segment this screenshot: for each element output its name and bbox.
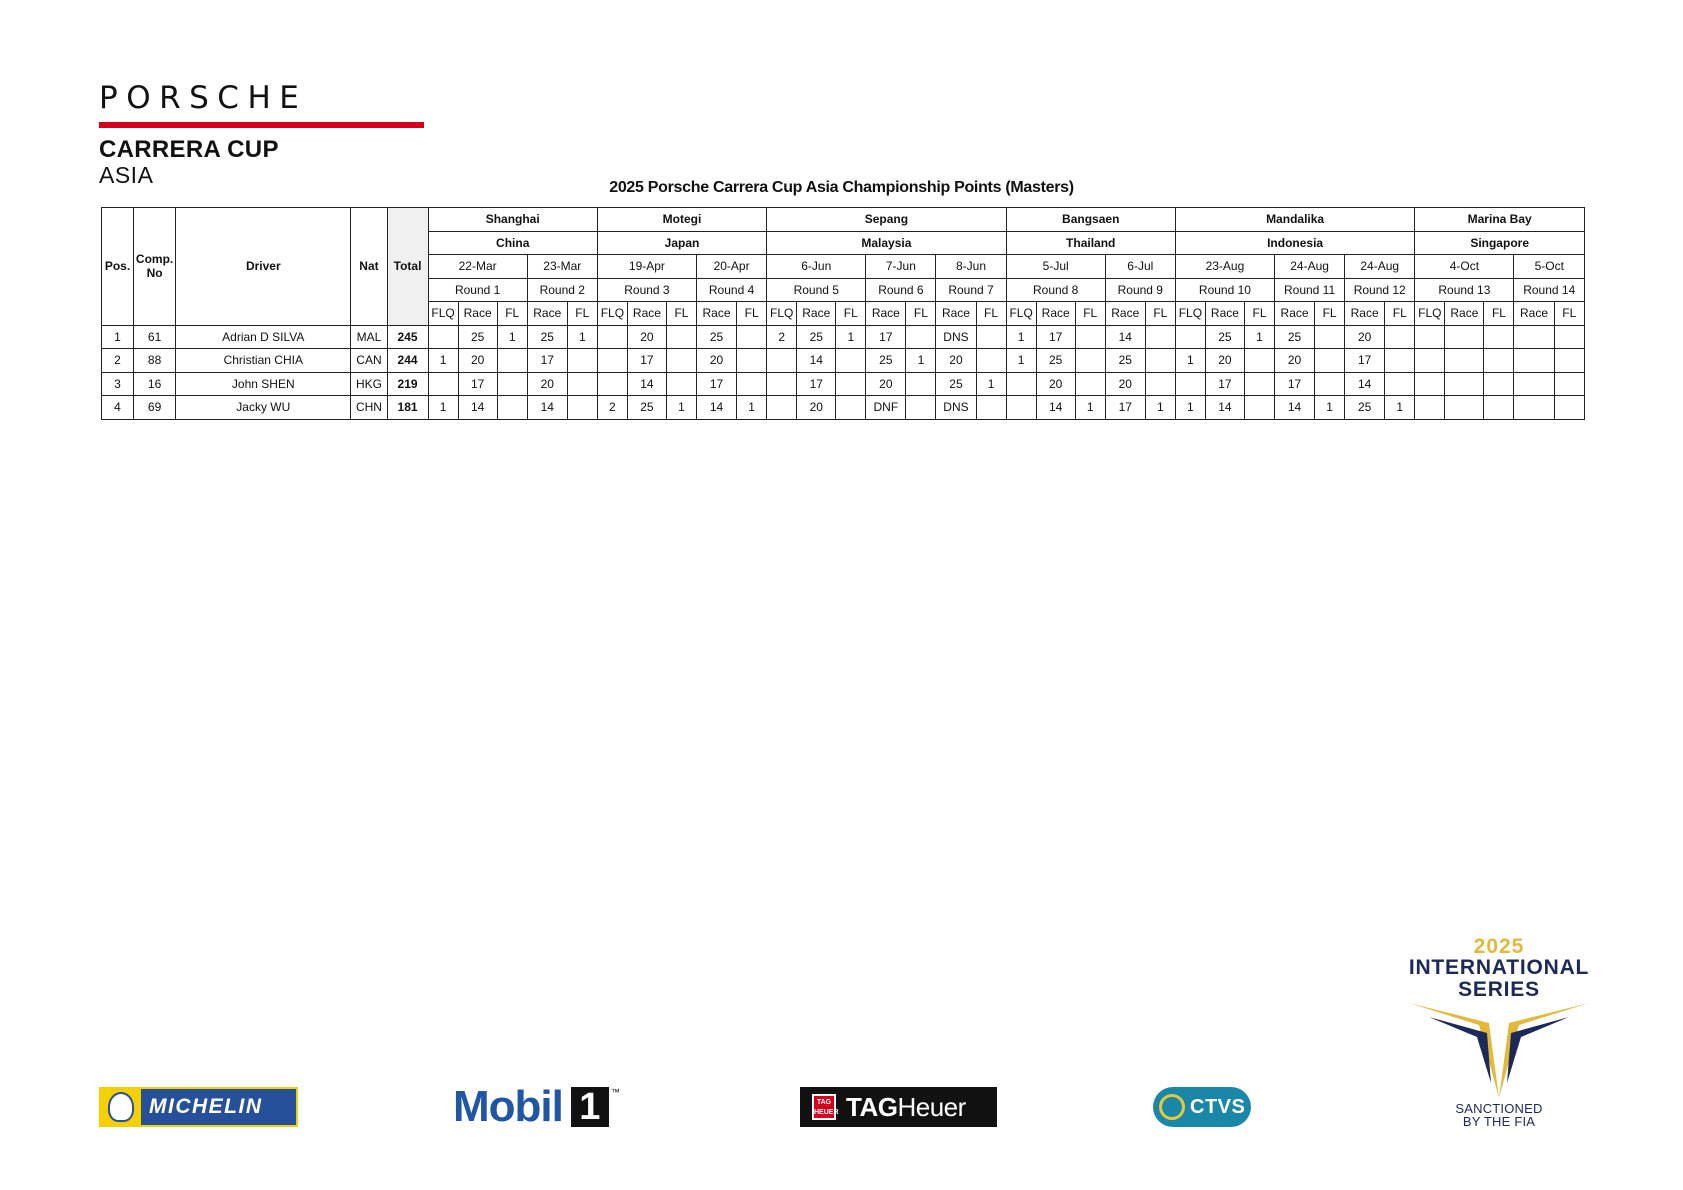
round-header: Round 10 — [1175, 278, 1274, 302]
race-header: Race — [1514, 302, 1554, 326]
points-cell: 20 — [1275, 349, 1315, 373]
badge-year: 2025 — [1473, 935, 1525, 958]
circuit-header: Shanghai — [428, 208, 597, 232]
points-cell: 17 — [1205, 372, 1244, 396]
round-header: Round 8 — [1006, 278, 1105, 302]
tagheuer-word1: TAG — [846, 1091, 898, 1122]
points-cell — [1445, 396, 1484, 420]
points-cell: 1 — [497, 325, 527, 349]
fl-header: FL — [1145, 302, 1175, 326]
points-cell — [428, 325, 458, 349]
fl-header: FL — [1554, 302, 1584, 326]
points-cell: 14 — [1036, 396, 1075, 420]
circuit-header: Mandalika — [1175, 208, 1414, 232]
pos-header: Pos. — [102, 208, 134, 326]
points-cell: 1 — [1075, 396, 1105, 420]
points-cell — [836, 372, 866, 396]
points-cell: DNF — [866, 396, 906, 420]
points-cell — [1385, 325, 1415, 349]
comp-no-cell: 69 — [134, 396, 176, 420]
points-cell — [737, 372, 767, 396]
points-cell: 1 — [737, 396, 767, 420]
star-emblem-icon — [1399, 983, 1599, 1103]
points-cell — [497, 396, 527, 420]
points-cell: 17 — [527, 349, 567, 373]
fl-header: FL — [1484, 302, 1514, 326]
points-cell: 14 — [1105, 325, 1145, 349]
points-cell — [906, 396, 936, 420]
points-cell — [428, 372, 458, 396]
points-cell: 14 — [458, 396, 497, 420]
points-cell — [1445, 325, 1484, 349]
points-cell: 17 — [1105, 396, 1145, 420]
points-cell — [976, 396, 1006, 420]
date-header: 24-Aug — [1275, 255, 1345, 279]
total-cell: 245 — [387, 325, 428, 349]
date-header: 24-Aug — [1345, 255, 1415, 279]
points-cell: 20 — [697, 349, 737, 373]
fl-header: FL — [1075, 302, 1105, 326]
points-cell — [1006, 372, 1036, 396]
points-cell — [597, 349, 627, 373]
fl-header: FL — [737, 302, 767, 326]
points-cell: 25 — [936, 372, 976, 396]
points-cell: 25 — [1275, 325, 1315, 349]
points-cell: 17 — [697, 372, 737, 396]
points-cell — [1244, 396, 1274, 420]
points-cell — [1315, 349, 1345, 373]
points-cell: 25 — [458, 325, 497, 349]
round-header: Round 7 — [936, 278, 1006, 302]
points-cell — [1244, 349, 1274, 373]
brand-logo — [99, 80, 424, 188]
date-header: 19-Apr — [597, 255, 696, 279]
driver-cell: Jacky WU — [176, 396, 351, 420]
race-header: Race — [1205, 302, 1244, 326]
header-row-circuit — [102, 208, 1585, 232]
flq-header: FLQ — [1175, 302, 1205, 326]
points-cell: 1 — [666, 396, 696, 420]
points-cell — [666, 349, 696, 373]
points-cell: 14 — [697, 396, 737, 420]
fl-header: FL — [906, 302, 936, 326]
points-cell — [567, 349, 597, 373]
points-cell: 14 — [527, 396, 567, 420]
points-cell: 17 — [1275, 372, 1315, 396]
series-name-line1: CARRERA CUP — [99, 136, 279, 163]
points-cell: 14 — [1275, 396, 1315, 420]
country-header: Singapore — [1415, 231, 1585, 255]
points-cell — [1554, 325, 1584, 349]
points-cell — [836, 396, 866, 420]
points-cell — [767, 349, 797, 373]
points-cell: 20 — [1345, 325, 1385, 349]
round-header: Round 2 — [527, 278, 597, 302]
badge-title-line2: SERIES — [1458, 978, 1540, 1001]
mobil-wordmark: Mobil — [453, 1082, 563, 1131]
points-cell: 25 — [1345, 396, 1385, 420]
points-cell: 1 — [1175, 349, 1205, 373]
round-header: Round 12 — [1345, 278, 1415, 302]
points-cell — [836, 349, 866, 373]
points-cell — [1315, 372, 1345, 396]
points-cell: 14 — [797, 349, 836, 373]
points-cell: 20 — [797, 396, 836, 420]
circuit-header: Motegi — [597, 208, 766, 232]
total-cell: 181 — [387, 396, 428, 420]
points-cell — [1484, 349, 1514, 373]
standings-table — [101, 207, 1585, 420]
pos-cell: 1 — [102, 325, 134, 349]
comp-no-cell: 88 — [134, 349, 176, 373]
points-cell: 25 — [1205, 325, 1244, 349]
points-cell — [767, 372, 797, 396]
points-cell — [1554, 349, 1584, 373]
race-header: Race — [936, 302, 976, 326]
points-cell — [1554, 372, 1584, 396]
pos-cell: 3 — [102, 372, 134, 396]
nat-cell: HKG — [351, 372, 387, 396]
points-cell: 1 — [428, 349, 458, 373]
points-cell — [1415, 396, 1445, 420]
flq-header: FLQ — [1006, 302, 1036, 326]
points-cell — [1075, 349, 1105, 373]
points-cell: 2 — [767, 325, 797, 349]
points-cell — [906, 372, 936, 396]
points-cell — [737, 349, 767, 373]
points-cell — [1075, 372, 1105, 396]
round-header: Round 14 — [1514, 278, 1585, 302]
porsche-wordmark: PORSCHE — [99, 80, 308, 116]
points-cell — [1484, 372, 1514, 396]
fl-header: FL — [497, 302, 527, 326]
flq-header: FLQ — [597, 302, 627, 326]
points-cell — [1145, 372, 1175, 396]
ctvs-logo — [1153, 1087, 1251, 1127]
flq-header: FLQ — [767, 302, 797, 326]
race-header: Race — [797, 302, 836, 326]
round-header: Round 13 — [1415, 278, 1514, 302]
table-row — [102, 325, 1585, 349]
date-header: 23-Mar — [527, 255, 597, 279]
points-cell — [1415, 349, 1445, 373]
points-cell — [976, 349, 1006, 373]
points-cell — [1075, 325, 1105, 349]
points-cell — [1445, 372, 1484, 396]
points-cell — [1385, 349, 1415, 373]
series-name-line2: ASIA — [99, 162, 154, 188]
points-cell: 20 — [1105, 372, 1145, 396]
points-cell — [737, 325, 767, 349]
sanctioned-text — [1399, 1102, 1599, 1128]
race-header: Race — [866, 302, 906, 326]
points-cell — [1445, 349, 1484, 373]
points-cell: 20 — [866, 372, 906, 396]
points-cell: 25 — [797, 325, 836, 349]
country-header: Indonesia — [1175, 231, 1414, 255]
points-cell: 14 — [1345, 372, 1385, 396]
points-cell — [666, 325, 696, 349]
points-cell: 20 — [627, 325, 666, 349]
sanctioned-line1: SANCTIONED — [1455, 1101, 1543, 1116]
points-cell: 1 — [428, 396, 458, 420]
flq-header: FLQ — [428, 302, 458, 326]
points-cell — [1514, 372, 1554, 396]
fl-header: FL — [666, 302, 696, 326]
ctvs-ring-icon — [1159, 1094, 1185, 1120]
points-cell — [1484, 325, 1514, 349]
points-cell — [497, 372, 527, 396]
tagheuer-shield-icon: TAG HEUER — [812, 1094, 836, 1120]
michelin-wordmark: MICHELIN — [149, 1095, 263, 1118]
points-cell: 17 — [797, 372, 836, 396]
mobil-trademark: ™ — [610, 1087, 620, 1097]
points-cell: 1 — [1244, 325, 1274, 349]
points-cell — [597, 325, 627, 349]
points-cell: 20 — [936, 349, 976, 373]
brand-red-bar — [99, 122, 424, 128]
race-header: Race — [1105, 302, 1145, 326]
race-header: Race — [1345, 302, 1385, 326]
points-cell: 1 — [1385, 396, 1415, 420]
fl-header: FL — [1244, 302, 1274, 326]
pos-cell: 4 — [102, 396, 134, 420]
fl-header: FL — [976, 302, 1006, 326]
points-cell — [1385, 372, 1415, 396]
round-header: Round 6 — [866, 278, 936, 302]
date-header: 6-Jul — [1105, 255, 1175, 279]
points-cell — [567, 372, 597, 396]
date-header: 7-Jun — [866, 255, 936, 279]
points-cell: 20 — [458, 349, 497, 373]
points-cell — [666, 372, 696, 396]
points-cell — [1175, 372, 1205, 396]
tagheuer-logo — [800, 1087, 997, 1127]
driver-cell: John SHEN — [176, 372, 351, 396]
points-cell — [1484, 396, 1514, 420]
points-cell: 17 — [458, 372, 497, 396]
points-cell — [1514, 325, 1554, 349]
race-header: Race — [1275, 302, 1315, 326]
points-cell: 1 — [906, 349, 936, 373]
race-header: Race — [627, 302, 666, 326]
points-cell: DNS — [936, 396, 976, 420]
fia-international-series-badge — [1399, 935, 1599, 1135]
round-header: Round 9 — [1105, 278, 1175, 302]
date-header: 23-Aug — [1175, 255, 1274, 279]
points-cell — [1175, 325, 1205, 349]
table-row — [102, 349, 1585, 373]
total-cell: 244 — [387, 349, 428, 373]
fl-header: FL — [1385, 302, 1415, 326]
table-row — [102, 396, 1585, 420]
sanctioned-line2: BY THE FIA — [1462, 1114, 1536, 1129]
points-cell: 20 — [1205, 349, 1244, 373]
points-cell: 25 — [527, 325, 567, 349]
points-cell — [976, 325, 1006, 349]
points-cell — [767, 396, 797, 420]
circuit-header: Bangsaen — [1006, 208, 1175, 232]
race-header: Race — [1036, 302, 1075, 326]
points-cell: 25 — [1105, 349, 1145, 373]
circuit-header: Sepang — [767, 208, 1006, 232]
points-cell: DNS — [936, 325, 976, 349]
nat-cell: CHN — [351, 396, 387, 420]
points-cell: 25 — [866, 349, 906, 373]
points-cell: 25 — [1036, 349, 1075, 373]
table-row — [102, 372, 1585, 396]
points-cell — [1514, 396, 1554, 420]
points-cell: 1 — [836, 325, 866, 349]
tagheuer-word2: Heuer — [897, 1091, 966, 1122]
date-header: 20-Apr — [697, 255, 767, 279]
race-header: Race — [1445, 302, 1484, 326]
driver-cell: Christian CHIA — [176, 349, 351, 373]
points-cell — [906, 325, 936, 349]
tagheuer-wordmark — [846, 1092, 966, 1123]
points-cell — [1514, 349, 1554, 373]
driver-cell: Adrian D SILVA — [176, 325, 351, 349]
points-cell: 1 — [1006, 349, 1036, 373]
round-header: Round 11 — [1275, 278, 1345, 302]
nat-header: Nat — [351, 208, 387, 326]
badge-title-line1: INTERNATIONAL — [1408, 956, 1590, 979]
flq-header: FLQ — [1415, 302, 1445, 326]
points-cell — [1145, 325, 1175, 349]
country-header: Malaysia — [767, 231, 1006, 255]
date-header: 22-Mar — [428, 255, 527, 279]
total-header: Total — [387, 208, 428, 326]
michelin-logo — [99, 1087, 298, 1127]
driver-header: Driver — [176, 208, 351, 326]
points-cell: 1 — [1315, 396, 1345, 420]
points-cell: 25 — [627, 396, 666, 420]
round-header: Round 4 — [697, 278, 767, 302]
country-header: Thailand — [1006, 231, 1175, 255]
points-cell: 17 — [1036, 325, 1075, 349]
points-cell: 1 — [567, 325, 597, 349]
nat-cell: CAN — [351, 349, 387, 373]
mobil-one-badge: 1 — [571, 1087, 609, 1127]
ctvs-wordmark: CTVS — [1190, 1095, 1246, 1118]
comp-no-cell: 16 — [134, 372, 176, 396]
document-title: 2025 Porsche Carrera Cup Asia Championship Points (Masters) — [609, 179, 1074, 196]
race-header: Race — [458, 302, 497, 326]
points-cell: 25 — [697, 325, 737, 349]
points-cell — [597, 372, 627, 396]
points-cell — [567, 396, 597, 420]
points-cell: 2 — [597, 396, 627, 420]
date-header: 4-Oct — [1415, 255, 1514, 279]
points-cell: 20 — [1036, 372, 1075, 396]
total-cell: 219 — [387, 372, 428, 396]
round-header: Round 1 — [428, 278, 527, 302]
michelin-man-icon — [101, 1089, 141, 1125]
points-cell: 1 — [1175, 396, 1205, 420]
points-cell — [497, 349, 527, 373]
points-cell — [1006, 396, 1036, 420]
fl-header: FL — [567, 302, 597, 326]
points-cell: 14 — [1205, 396, 1244, 420]
date-header: 6-Jun — [767, 255, 866, 279]
points-cell — [1315, 325, 1345, 349]
nat-cell: MAL — [351, 325, 387, 349]
points-cell: 17 — [1345, 349, 1385, 373]
comp-no-header: Comp. No — [134, 208, 176, 326]
points-cell — [1415, 372, 1445, 396]
date-header: 5-Jul — [1006, 255, 1105, 279]
country-header: China — [428, 231, 597, 255]
points-cell: 1 — [976, 372, 1006, 396]
mobil1-logo — [453, 1082, 643, 1131]
date-header: 5-Oct — [1514, 255, 1585, 279]
points-cell: 1 — [1145, 396, 1175, 420]
comp-no-cell: 61 — [134, 325, 176, 349]
race-header: Race — [697, 302, 737, 326]
pos-cell: 2 — [102, 349, 134, 373]
country-header: Japan — [597, 231, 766, 255]
circuit-header: Marina Bay — [1415, 208, 1585, 232]
points-cell: 1 — [1006, 325, 1036, 349]
points-cell: 17 — [866, 325, 906, 349]
round-header: Round 5 — [767, 278, 866, 302]
points-cell — [1244, 372, 1274, 396]
points-cell — [1554, 396, 1584, 420]
points-cell: 14 — [627, 372, 666, 396]
points-cell — [1415, 325, 1445, 349]
fl-header: FL — [1315, 302, 1345, 326]
points-cell: 20 — [527, 372, 567, 396]
round-header: Round 3 — [597, 278, 696, 302]
date-header: 8-Jun — [936, 255, 1006, 279]
points-cell — [1145, 349, 1175, 373]
points-cell: 17 — [627, 349, 666, 373]
fl-header: FL — [836, 302, 866, 326]
race-header: Race — [527, 302, 567, 326]
